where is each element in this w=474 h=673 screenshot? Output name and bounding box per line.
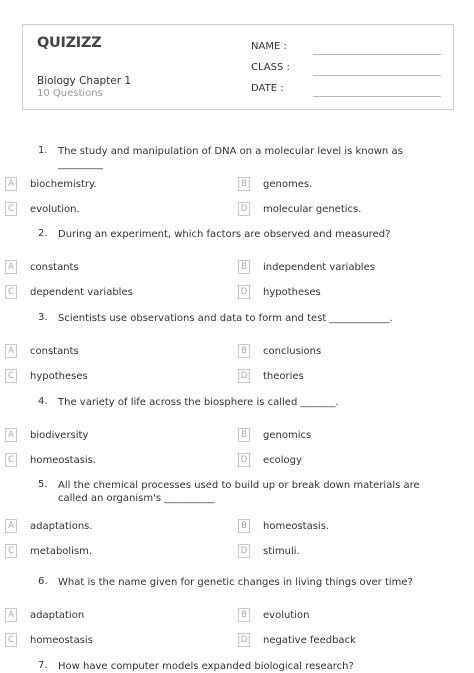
option-letter-box: D <box>238 202 250 216</box>
option-text: independent variables <box>263 262 375 273</box>
question-text: All the chemical processes used to build up or break down materials are called an organism's __________ <box>58 480 420 504</box>
question-text: During an experiment, which factors are observed and measured? <box>58 229 391 240</box>
class-line <box>313 75 441 76</box>
question-text: How have computer models expanded biological research? <box>58 661 354 672</box>
option-letter-box: A <box>5 608 17 622</box>
question-text: Scientists use observations and data to form and test ____________. <box>58 313 393 324</box>
option-text: biochemistry. <box>30 179 97 190</box>
worksheet-title: Biology Chapter 1 <box>37 75 132 87</box>
option-text: dependent variables <box>30 287 133 298</box>
option-text: negative feedback <box>263 635 356 646</box>
option-text: homeostasis. <box>30 455 97 466</box>
name-label: NAME : <box>251 41 287 52</box>
option-text: constants <box>30 262 79 273</box>
option-text: ecology <box>263 455 302 466</box>
question-number: 1. <box>38 145 48 156</box>
option-text: constants <box>30 346 79 357</box>
option-letter-box: B <box>238 344 250 358</box>
option-text: genomics <box>263 430 312 441</box>
option-text: adaptation <box>30 610 85 621</box>
question-text: What is the name given for genetic changes in living things over time? <box>58 577 413 588</box>
option-letter-box: B <box>238 177 250 191</box>
question-number: 6. <box>38 576 48 587</box>
option-letter-box: C <box>5 633 17 647</box>
question-text: The study and manipulation of DNA on a molecular level is known as _________ <box>58 146 403 170</box>
option-text: biodiversity <box>30 430 89 441</box>
option-letter-box: A <box>5 519 17 533</box>
question-number: 2. <box>38 228 48 239</box>
option-letter-box: A <box>5 177 17 191</box>
option-letter-box: A <box>5 260 17 274</box>
option-text: hypotheses <box>30 371 88 382</box>
option-letter-box: A <box>5 428 17 442</box>
option-text: metabolism. <box>30 546 93 557</box>
option-letter-box: C <box>5 369 17 383</box>
question-number: 3. <box>38 312 48 323</box>
option-text: theories <box>263 371 304 382</box>
quizizz-logo: QUIZIZZ <box>37 35 102 51</box>
date-line <box>313 96 441 97</box>
question-text: The variety of life across the biosphere is called _______. <box>58 397 339 408</box>
option-letter-box: C <box>5 202 17 216</box>
name-line <box>313 54 441 55</box>
option-text: conclusions <box>263 346 322 357</box>
question-number: 4. <box>38 396 48 407</box>
option-text: genomes. <box>263 179 313 190</box>
option-text: evolution <box>263 610 310 621</box>
option-letter-box: A <box>5 344 17 358</box>
question-number: 5. <box>38 479 48 490</box>
option-letter-box: B <box>238 428 250 442</box>
option-letter-box: B <box>238 608 250 622</box>
option-text: homeostasis <box>30 635 93 646</box>
question-count: 10 Questions <box>37 88 103 99</box>
option-letter-box: D <box>238 453 250 467</box>
option-letter-box: C <box>5 453 17 467</box>
option-letter-box: C <box>5 285 17 299</box>
option-text: molecular genetics. <box>263 204 362 215</box>
option-letter-box: D <box>238 369 250 383</box>
option-text: adaptations. <box>30 521 93 532</box>
worksheet-header <box>22 24 454 110</box>
option-letter-box: B <box>238 519 250 533</box>
option-letter-box: B <box>238 260 250 274</box>
option-letter-box: D <box>238 633 250 647</box>
class-label: CLASS : <box>251 62 290 73</box>
option-text: evolution. <box>30 204 80 215</box>
option-text: stimuli. <box>263 546 300 557</box>
option-letter-box: D <box>238 544 250 558</box>
option-letter-box: D <box>238 285 250 299</box>
option-text: homeostasis. <box>263 521 330 532</box>
question-number: 7. <box>38 660 48 671</box>
option-text: hypotheses <box>263 287 321 298</box>
option-letter-box: C <box>5 544 17 558</box>
date-label: DATE : <box>251 83 284 94</box>
